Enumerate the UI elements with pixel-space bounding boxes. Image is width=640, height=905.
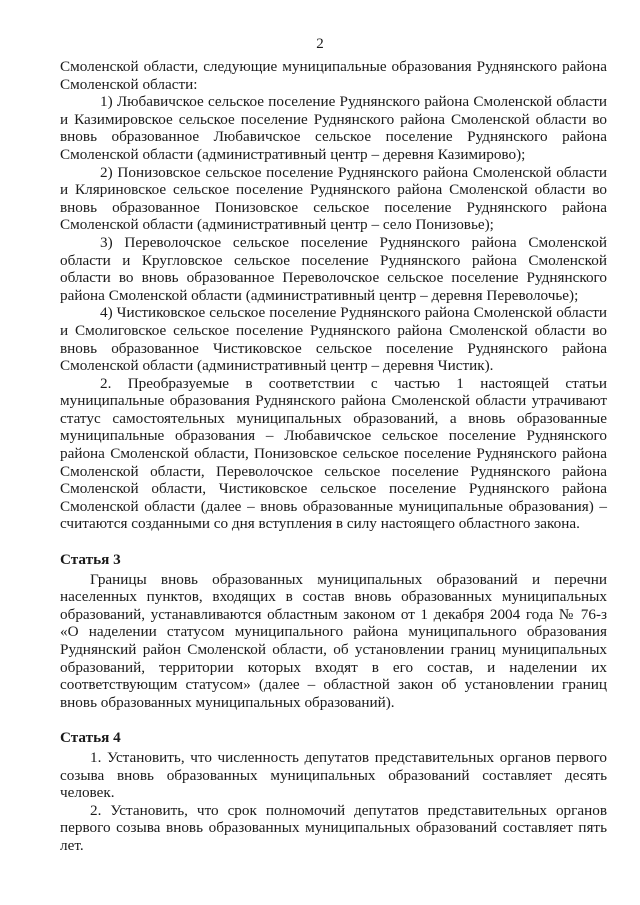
list-item: 1) Любавичское сельское поселение Руднянского района Смоленской области и Казимировское сельское поселение Руднянского района Смоленской области во вновь образованное Любавичское сельское поселение Руднянского района Смоленской области (административный центр – деревня Казимирово); (60, 93, 607, 163)
article-4-paragraph-2: 2. Установить, что срок полномочий депутатов представительных органов первого созыва вновь образованных муниципальных образований составляет пять лет. (60, 801, 607, 854)
paragraph-2: 2. Преобразуемые в соответствии с частью 1 настоящей статьи муниципальные образования Руднянского района Смоленской области утрачивают статус самостоятельных муниципальных образований, а вновь образованные муниципальные образования – Любавичское сельское поселение Руднянского района Смоленской области, Понизовское сельское поселение Руднянского района Смоленской области, Переволочское сельское поселение Руднянского района Смоленской области, Чистиковское сельское поселение Руднянского района Смоленской области (далее – вновь образованные муниципальные образования) – считаются созданными со дня вступления в силу настоящего областного закона. (60, 374, 607, 533)
article-3-text: Границы вновь образованных муниципальных образований и перечни населенных пунктов, входящих в состав вновь образованных муниципальных образований, устанавливаются областным законом от 1 декабря 2004 года № 76-з «О наделении статусом муниципального района муниципального образования Руднянский район Смоленской области, об установлении границ муниципальных образований, территории которых входят в его состав, и наделении их соответствующим статусом» (далее – областной закон об установлении границ вновь образованных муниципальных образований). (60, 570, 607, 711)
document-body (60, 58, 607, 855)
list-item: 2) Понизовское сельское поселение Руднянского района Смоленской области и Кляриновское сельское поселение Руднянского района Смоленской области во вновь образованное Понизовское сельское поселение Руднянского района Смоленской области (административный центр – село Понизовье); (60, 163, 607, 234)
article-3-heading: Статья 3 (60, 551, 121, 569)
article-4-paragraph-1: 1. Установить, что численность депутатов представительных органов первого созыва вновь образованных муниципальных образований составляет десять человек. (60, 748, 607, 802)
list-item: 4) Чистиковское сельское поселение Руднянского района Смоленской области и Смолиговское сельское поселение Руднянского района Смоленской области во вновь образованное Чистиковское сельское поселение Руднянского района Смоленской области (административный центр – деревня Чистик). (60, 304, 607, 375)
list-item: 3) Переволочское сельское поселение Руднянского района Смоленской области и Кругловское сельское поселение Руднянского района Смоленской области во вновь образованное Переволочское сельское поселение Руднянского района Смоленской области (административный центр – деревня Переволочье); (60, 233, 607, 304)
article-4-heading: Статья 4 (60, 729, 121, 747)
page-number: 2 (316, 36, 324, 52)
intro-paragraph: Смоленской области, следующие муниципальные образования Руднянского района Смоленской области: (60, 58, 607, 93)
